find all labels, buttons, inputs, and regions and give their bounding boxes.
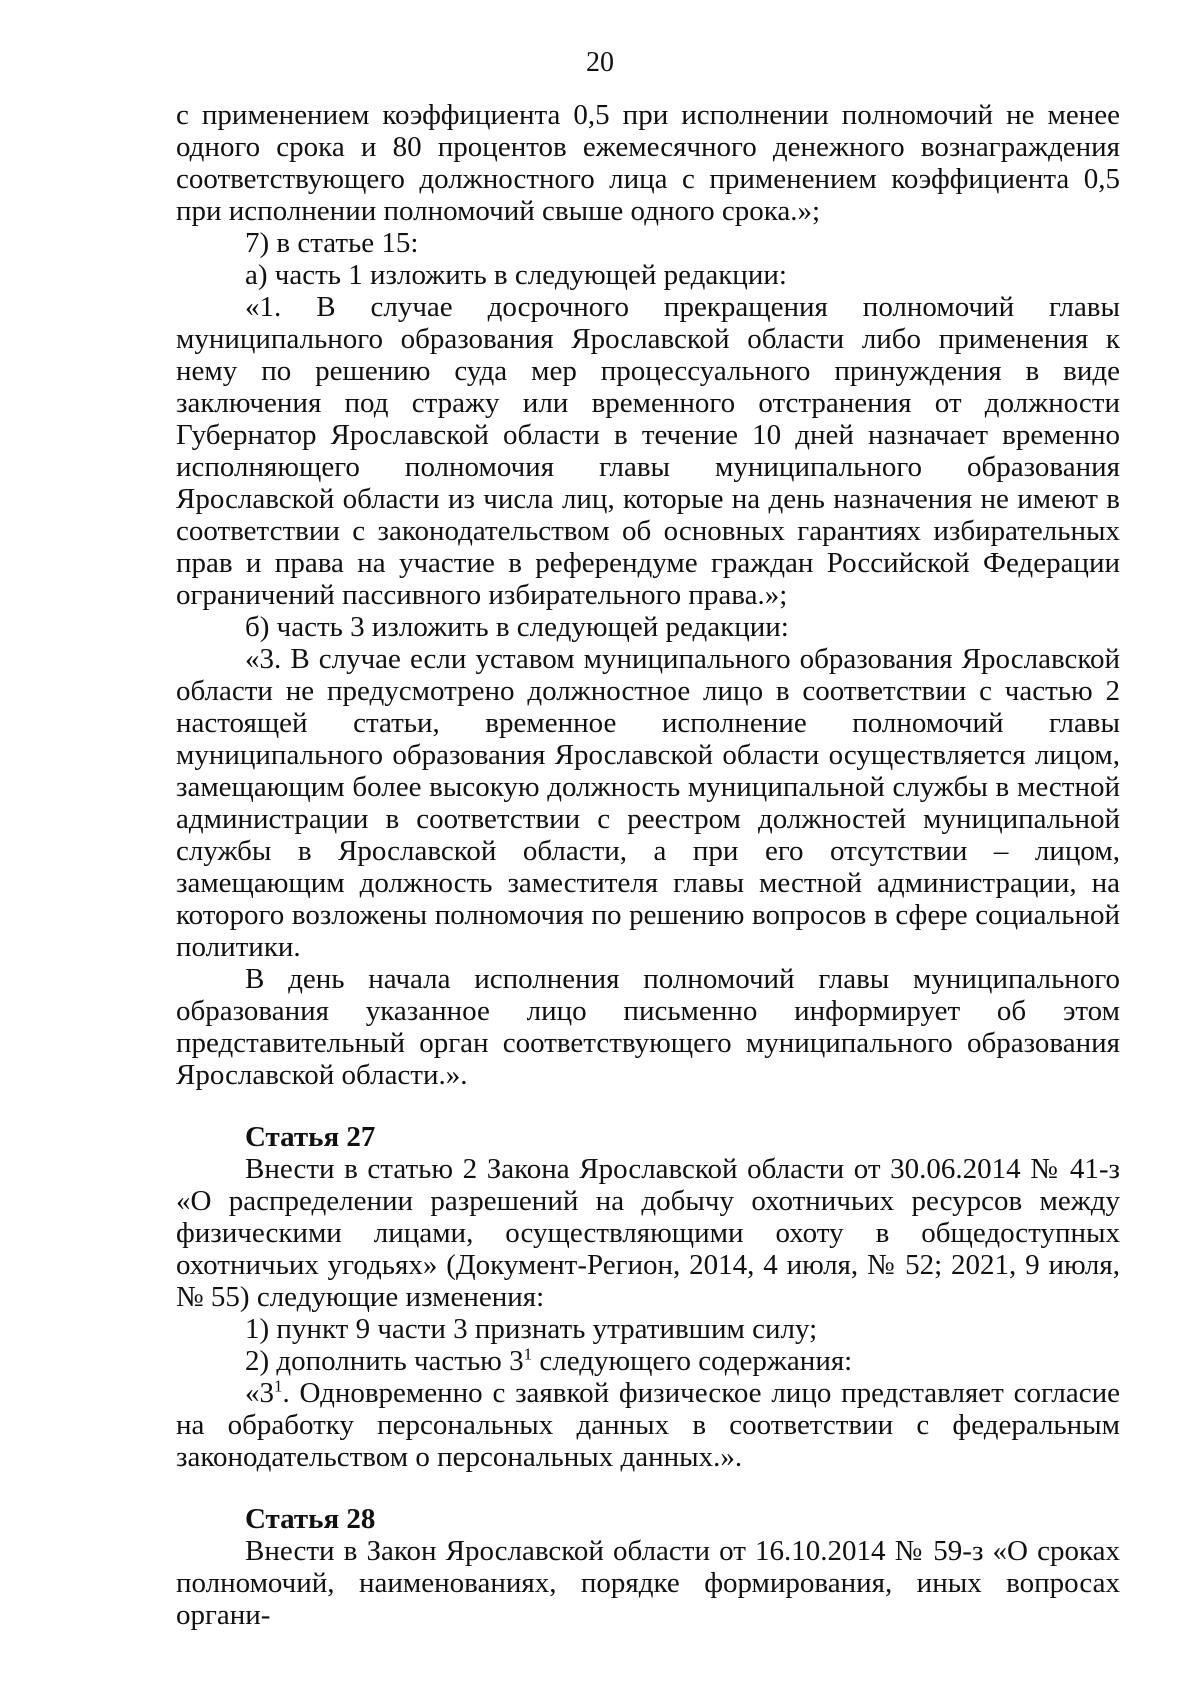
paragraph-subitem-b: б) часть 3 изложить в следующей редакции: [245,611,789,643]
superscript: 1 [523,1344,533,1364]
document-body [176,99,1120,1631]
paragraph-quote-part-1: «1. В случае досрочного прекращения полномочий главы муниципального образования Ярославской области либо применения к нему по решению суда мер процессуального принуждения в виде заключения под стражу или временного отстранения от должности Губернатор Ярославской области в течение 10 дней назначает временно исполняющего полномочия главы муниципального образования Ярославской области из числа лиц, которые на день назначения не имеют в соответствии с законодательством об основных гарантиях избирательных прав и права на участие в референдуме граждан Российской Федерации ограничений пассивного избирательного права.»; [176,291,1120,611]
paragraph-article-27-intro: Внести в статью 2 Закона Ярославской области от 30.06.2014 № 41-з «О распределении разрешений на добычу охотничьих ресурсов между физическими лицами, осуществляющими охоту в общедоступных охотничьих угодьях» (Документ-Регион, 2014, 4 июля, № 52; 2021, 9 июля, № 55) следующие изменения: [176,1153,1120,1313]
article-heading-27: Статья 27 [245,1121,376,1153]
spacer [176,1091,1120,1121]
paragraph-continuation: с применением коэффициента 0,5 при исполнении полномочий не менее одного срока и 80 процентов ежемесячного денежного вознаграждения соответствующего должностного лица с применением коэффициента 0,5 при исполнении полномочий свыше одного срока.»; [176,99,1120,227]
paragraph-quote-part-3: «3. В случае если уставом муниципального образования Ярославской области не предусмотрено должностное лицо в соответствии с частью 2 настоящей статьи, временное исполнение полномочий главы муниципального образования Ярославской области осуществляется лицом, замещающим более высокую должность муниципальной службы в местной администрации в соответствии с реестром должностей муниципальной службы в Ярославской области, а при его отсутствии – лицом, замещающим должность заместителя главы местной администрации, на которого возложены полномочия по решению вопросов в сфере социальной политики. [176,643,1120,963]
page-number: 20 [586,47,614,78]
text-segment: «3 [245,1377,274,1409]
spacer [176,1473,1120,1503]
text-segment: 2) дополнить частью 3 [245,1345,524,1377]
text-segment: . Одновременно с заявкой физическое лицо представляет согласие на обработку персональных данных в соответствии с федеральным законодательством о персональных данных.». [176,1377,1120,1473]
paragraph-article-28-intro: Внести в Закон Ярославской области от 16.10.2014 № 59-з «О сроках полномочий, наименованиях, порядке формирования, иных вопросах органи- [176,1535,1120,1631]
paragraph-article-27-item-1: 1) пункт 9 части 3 признать утратившим силу; [245,1313,818,1345]
paragraph-subitem-a: а) часть 1 изложить в следующей редакции: [245,259,787,291]
paragraph-quote-part-3-continued: В день начала исполнения полномочий главы муниципального образования указанное лицо письменно информирует об этом представительный орган соответствующего муниципального образования Ярославской области.». [176,963,1120,1091]
paragraph-item-7: 7) в статье 15: [245,227,419,259]
paragraph-article-27-item-2 [176,1345,1120,1377]
text-segment: следующего содержания: [532,1345,853,1377]
paragraph-article-27-quote [176,1377,1120,1473]
article-heading-28: Статья 28 [245,1503,376,1535]
superscript: 1 [274,1376,283,1396]
